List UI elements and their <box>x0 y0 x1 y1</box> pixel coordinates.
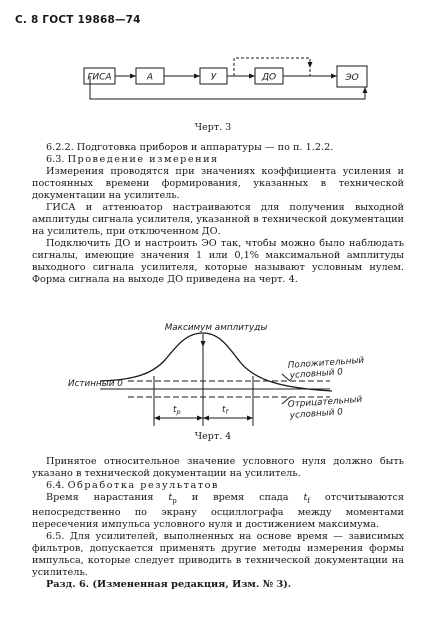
tf-arrow-right <box>247 416 253 421</box>
paragraph: ГИСА и аттенюатор настраиваются для получения выходной амплитуды сигнала усилителя, указанной в технической документации на усилитель, при отключенном ДО. <box>32 202 404 237</box>
paragraph: Измерения проводятся при значениях коэффициента усиления и постоянных времени формирования, указанных в технической документации на усилитель. <box>32 166 404 201</box>
label-pos-zero-2: условный 0 <box>289 367 344 381</box>
amendment-note: Разд. 6. (Измененная редакция, Изм. № 3). <box>46 578 292 590</box>
max-arrow-head <box>201 341 206 347</box>
tr-arrow-left <box>154 416 160 421</box>
page-header: С. 8 ГОСТ 19868—74 <box>15 14 141 26</box>
label-true-zero: Истинный 0 <box>68 379 123 389</box>
label-neg-zero-2: условный 0 <box>289 407 344 421</box>
label-u: У <box>210 72 217 83</box>
label-eo: ЭО <box>345 73 359 83</box>
label-tf: $t_f$ <box>222 405 228 416</box>
text-block-2 <box>32 456 404 591</box>
section-heading: 6.3. Проведение измерения <box>46 154 219 165</box>
figure4-caption: Черт. 4 <box>194 431 232 442</box>
leader-pos-zero <box>282 374 290 381</box>
section-heading: 6.4. Обработка результатов <box>46 480 219 491</box>
label-pos-zero-1: Положительный <box>287 355 365 371</box>
label-a: А <box>146 72 154 83</box>
paragraph: Время нарастания $t_р$ и время спада $t_f$ отсчитываются непосредственно по экрану осциллографа между моментами пересечения импульса условного нуля и достижением максимума. <box>32 492 404 530</box>
tr-arrow-right <box>197 416 203 421</box>
label-neg-zero-1: Отрицательный <box>287 394 363 410</box>
label-max-amplitude: Максимум амплитуды <box>164 323 268 333</box>
figure3-caption: Черт. 3 <box>194 122 232 133</box>
label-do: ДО <box>261 72 277 83</box>
paragraph: Принятое относительное значение условного нуля должно быть указано в технической документации на усилитель. <box>32 456 404 479</box>
paragraph: 6.5. Для усилителей, выполненных на основе время — зависимых фильтров, допускается применять другие методы измерения формы импульса, которые следует приводить в технической документации на усилитель. <box>32 530 404 578</box>
paragraph: Подключить ДО и настроить ЭО так, чтобы можно было наблюдать сигналы, имеющие значения 1 или 0,1% максимальной амплитуды выходного сигнала усилителя, которые называют условным нулем. Форма сигнала на выходе ДО приведена на черт. 4. <box>32 238 404 285</box>
label-gisa: ГИСА <box>87 72 112 83</box>
paragraph: 6.2.2. Подготовка приборов и аппаратуры — по п. 1.2.2. <box>46 142 334 153</box>
tf-arrow-left <box>203 416 209 421</box>
label-tr: $t_р$ <box>173 405 181 416</box>
